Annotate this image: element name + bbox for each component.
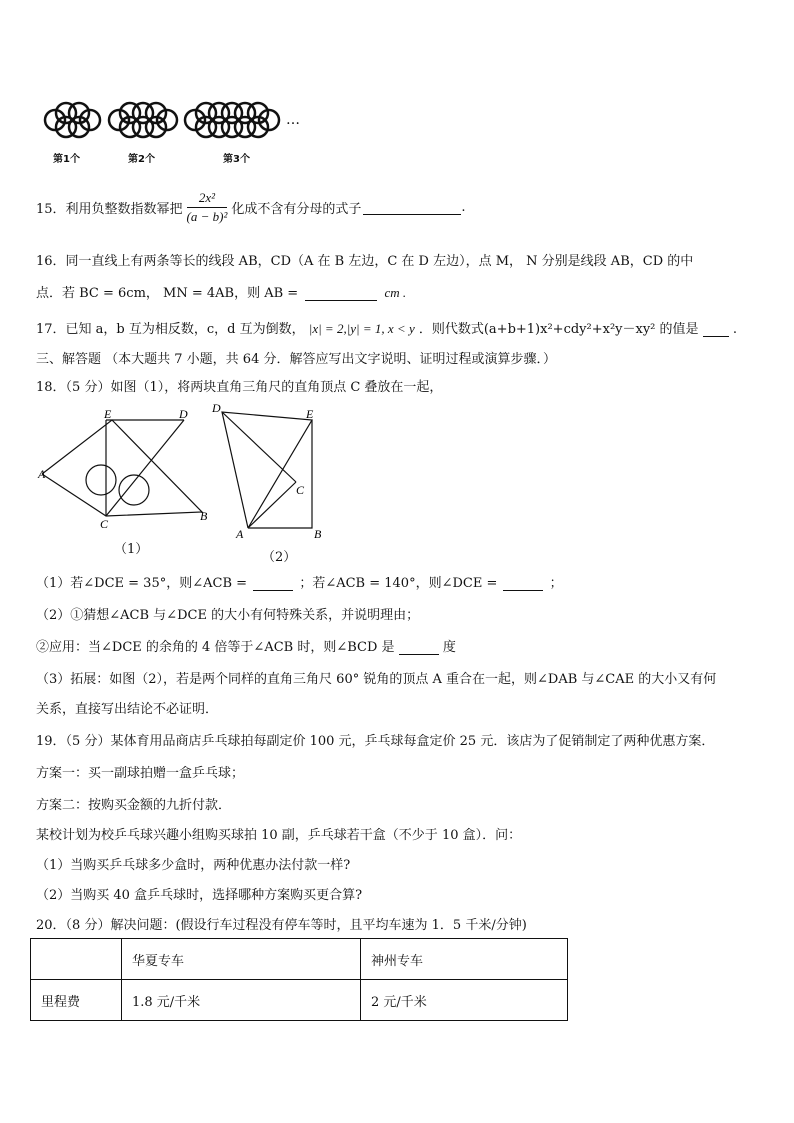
q18-p2b-a: ②应用：当∠DCE 的余角的 4 倍等于∠ACB 时，则∠BCD 是 [36,640,395,655]
q18-part-2b [36,636,456,655]
q18-part-1 [36,572,563,591]
q19-intro: 某校计划为校乒乓球兴趣小组购买球拍 10 副，乒乓球若干盒（不少于 10 盒）．问： [36,828,522,843]
ring-label-2: 第2个 [128,154,155,165]
table-cell: 2 元/千米 [361,980,568,1021]
question-17 [36,318,737,337]
q16-line2-text: 点．若 BC = 6cm， MN = 4AB，则 AB = [36,286,299,301]
table-header-row [31,939,568,980]
ellipsis: … [286,112,300,128]
q18-p1-b: ；若∠ACB = 140°，则∠DCE = [299,576,498,591]
q15-numerator: 2x² [187,190,228,208]
q18-figure-1 [36,404,216,552]
rings-svg [40,96,310,146]
q18-p1-blank-1[interactable] [253,576,293,591]
q19-plan-2: 方案二：按购买金额的九折付款． [36,798,232,813]
fig1-label-B: B [200,509,208,523]
q18-p2b-blank[interactable] [399,640,439,655]
q18-title: 18．（5 分）如图（1），将两块直角三角尺的直角顶点 C 叠放在一起， [36,380,443,395]
fig1-label-D: D [179,407,188,421]
q17-math: |x| = 2,|y| = 1, x < y [308,321,415,336]
table-row [31,980,568,1021]
q19-plan-1: 方案一：买一副球拍赠一盒乒乓球； [36,766,245,781]
fig2-label-D: D [212,401,221,415]
q18-p1-c: ； [549,576,563,591]
q16-answer-blank[interactable] [305,286,377,301]
fig1-label-A: A [38,467,46,481]
fig2-caption: （2） [262,550,297,565]
table-header-cell: 神州专车 [361,939,568,980]
q15-answer-blank[interactable] [363,200,461,215]
fig2-label-B: B [314,527,322,541]
q15-denominator: (a − b)² [186,208,228,224]
q18-p2b-b: 度 [442,640,456,655]
q20-fare-table [30,938,568,1021]
ring-label-1: 第1个 [53,154,80,165]
ring-figure-3 [185,103,279,137]
section-3-heading: 三、解答题 （本大题共 7 小题，共 64 分．解答应写出文字说明、证明过程或演算步骤．） [36,352,556,367]
q17-text-b: ．则代数式(a+b+1)x²+cdy²+x²y－xy² 的值是 [418,322,699,337]
q17-end: . [732,322,737,337]
table-header-cell: 华夏专车 [122,939,361,980]
q20-title: 20．（8 分）解决问题：(假设行车过程没有停车等时，且平均车速为 1．5 千米/分钟) [36,918,527,933]
table-cell: 1.8 元/千米 [122,980,361,1021]
q15-end: . [461,199,466,215]
q15-fraction [187,190,228,225]
q17-text-a: 17．已知 a，b 互为相反数，c，d 互为倒数， [36,322,305,337]
q19-ask-2: （2）当购买 40 盒乒乓球时，选择哪种方案购买更合算? [36,888,363,903]
q18-p3-line2: 关系，直接写出结论不必证明． [36,702,219,717]
question-15 [36,186,466,228]
fig1-label-E: E [104,407,112,421]
ring-figure-1 [45,103,100,137]
question-16-line2 [36,282,406,301]
fig2-label-A: A [236,527,244,541]
ring-figure-2 [109,103,177,137]
q18-p3-line1: （3）拓展：如图（2），若是两个同样的直角三角尺 60° 锐角的顶点 A 重合在一起，则∠DAB 与∠CAE 的大小又有何 [36,672,717,687]
q16-line1: 16．同一直线上有两条等长的线段 AB，CD（A 在 B 左边，C 在 D 左边），点 M， N 分别是线段 AB，CD 的中 [36,254,694,269]
q18-p1-a: （1）若∠DCE = 35°，则∠ACB = [36,576,248,591]
q18-p1-blank-2[interactable] [503,576,543,591]
fig1-label-C: C [100,517,109,531]
q15-prefix: 15．利用负整数指数幂把 [36,201,183,217]
q15-suffix: 化成不含有分母的式子 [231,201,362,217]
table-header-cell [31,939,122,980]
table-cell: 里程费 [31,980,122,1021]
fig1-caption: （1） [114,542,149,557]
fig2-label-E: E [306,407,314,421]
fig2-label-C: C [296,483,305,497]
q18-figure-2 [206,400,336,544]
q19-ask-1: （1）当购买乒乓球多少盒时，两种优惠办法付款一样? [36,858,351,873]
ring-label-3: 第3个 [223,154,250,165]
q16-unit: cm . [384,285,407,300]
q19-title: 19．（5 分）某体育用品商店乒乓球拍每副定价 100 元，乒乓球每盒定价 25 元．该店为了促销制定了两种优惠方案． [36,734,715,749]
q18-p2: （2）①猜想∠ACB 与∠DCE 的大小有何特殊关系，并说明理由； [36,608,420,623]
q17-answer-blank[interactable] [703,322,729,337]
